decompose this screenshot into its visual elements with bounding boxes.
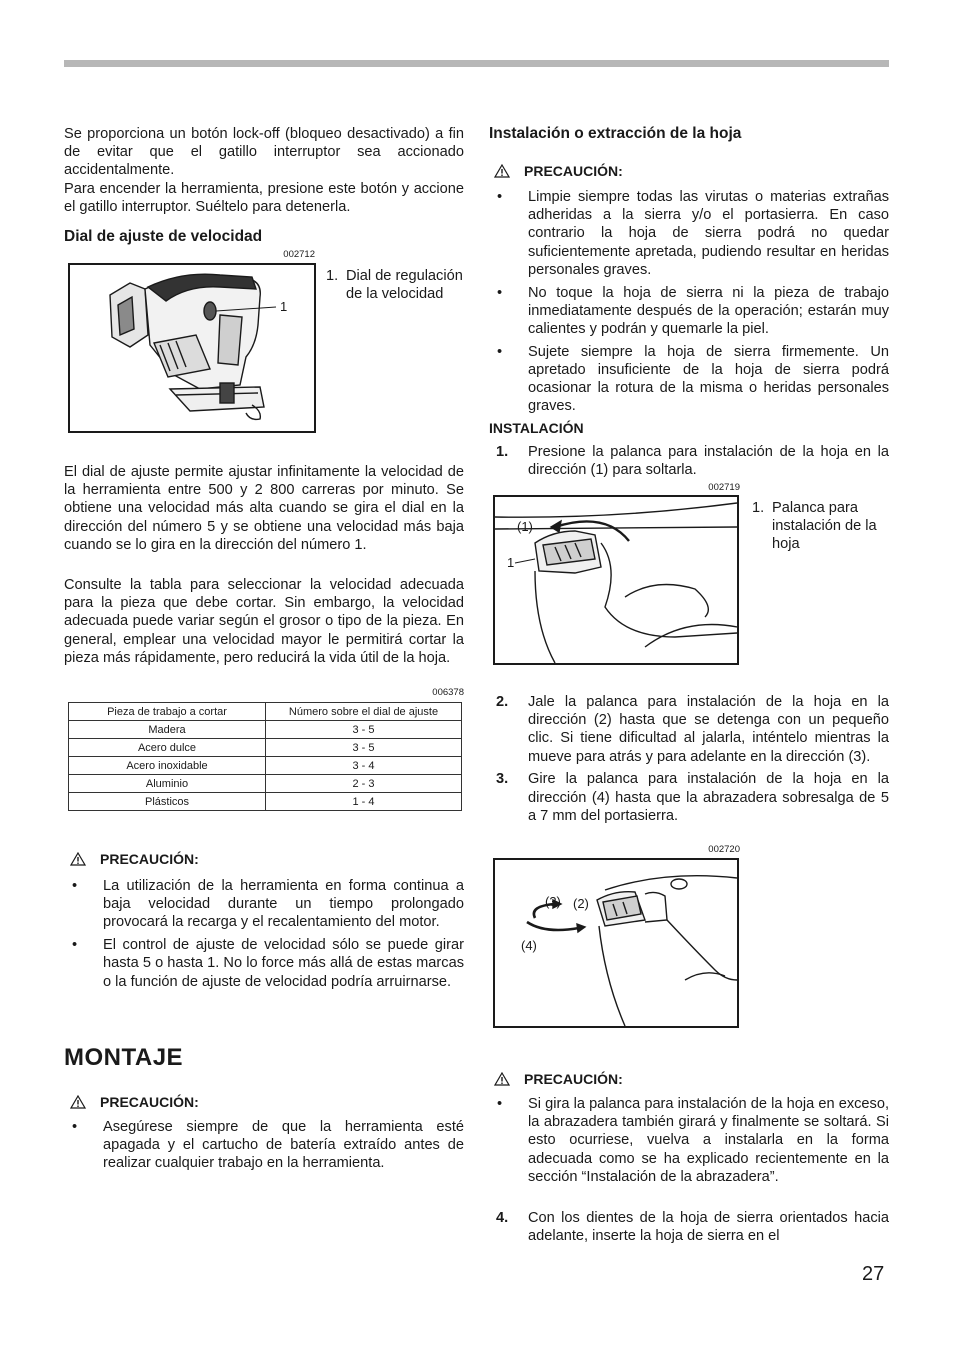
caption-number: 1. xyxy=(752,500,765,516)
lever-illustration-2 xyxy=(495,860,737,1026)
step-number: 2. xyxy=(496,694,509,710)
warning-triangle-icon xyxy=(494,1072,510,1086)
table-cell: 2 - 3 xyxy=(266,775,462,793)
table-cell: Madera xyxy=(69,721,266,739)
list-item: • Limpie siempre todas las virutas o materias extrañas adheridas a la sierra y/o el portasierra. En caso contrario la hoja de sierra podrá no quedar suficientemente apretada, pudiendo resultar en heridas personales graves. xyxy=(489,188,889,279)
figure-code: 002719 xyxy=(708,482,740,493)
table-row xyxy=(69,775,462,793)
jigsaw-illustration xyxy=(70,265,314,431)
caution-label: PRECAUCIÓN: xyxy=(100,1094,199,1110)
caption-text: Dial de regulación de la velocidad xyxy=(346,268,463,303)
blade-heading: Instalación o extracción de la hoja xyxy=(489,125,742,142)
step-list-3 xyxy=(489,1209,889,1245)
speed-paragraph-1: El dial de ajuste permite ajustar infinitamente la velocidad de la herramienta entre 500 y 2 800 carreras por minuto. Se obtiene una velocidad más alta cuando se gira el dial en la dirección del número 5 y se obtiene una velocidad más baja cuando se lo gira en la dirección del número 1. xyxy=(64,464,464,553)
step-text: Con los dientes de la hoja de sierra orientados hacia adelante, inserte la hoja de sierra en el xyxy=(528,1210,889,1245)
speed-dial-caption xyxy=(326,267,466,327)
list-item xyxy=(489,693,889,766)
table-code: 006378 xyxy=(432,687,464,698)
table-cell: Acero dulce xyxy=(69,739,266,757)
speed-paragraph-2: Consulte la tabla para seleccionar la velocidad adecuada para la pieza que debe cortar. Sin embargo, la velocidad adecuada puede variar según el grosor o tipo de la pieza. En general, emplear una velocidad mayor le permitirá cortar la pieza más rápidamente, pero reducirá la vida útil de la hoja. xyxy=(64,577,464,666)
blade-caution-list-2 xyxy=(489,1095,889,1191)
caption-number: 1. xyxy=(326,268,339,284)
direction-label-1: (1) xyxy=(517,519,533,534)
lever-caption xyxy=(752,499,892,559)
table-header: Número sobre el dial de ajuste xyxy=(266,703,462,721)
install-heading: INSTALACIÓN xyxy=(489,420,584,436)
direction-label-2: (2) xyxy=(573,896,589,911)
list-item xyxy=(489,1209,889,1245)
table-row xyxy=(69,757,462,775)
step-text: Jale la palanca para instalación de la hoja en la dirección (2) hasta que se detenga con un pequeño clic. Si tiene dificultad al jalarla, inténtelo mientras la mueve para atrás y para adelante en la dirección (3). xyxy=(528,694,889,765)
list-item: • No toque la hoja de sierra ni la pieza de trabajo inmediatamente después de la operación; estarán muy calientes y podrán y quemarle la piel. xyxy=(489,284,889,339)
header-rule xyxy=(64,60,889,67)
jigsaw-figure xyxy=(68,263,316,433)
step-text: Gire la palanca para instalación de la hoja en la dirección (4) hasta que la abrazadera sobresalga de 5 a 7 mm del portasierra. xyxy=(528,771,889,824)
speed-caution-list xyxy=(64,877,464,995)
table-cell: Acero inoxidable xyxy=(69,757,266,775)
intro-paragraph-1: Se proporciona un botón lock-off (bloqueo desactivado) a fin de evitar que el gatillo interruptor sea accionado accidentalmente. xyxy=(64,126,464,179)
caution-label: PRECAUCIÓN: xyxy=(524,163,623,179)
list-item xyxy=(489,770,889,825)
table-cell: 1 - 4 xyxy=(266,793,462,811)
lever-illustration-1 xyxy=(495,497,737,663)
lever-figure-1 xyxy=(493,495,739,665)
caution-heading xyxy=(70,1094,199,1110)
warning-triangle-icon xyxy=(70,852,86,866)
caution-heading xyxy=(70,851,199,867)
speed-dial-heading: Dial de ajuste de velocidad xyxy=(64,228,263,245)
intro-paragraph-2: Para encender la herramienta, presione este botón y accione el gatillo interruptor. Suéltelo para detenerla. xyxy=(64,181,464,216)
caution-label: PRECAUCIÓN: xyxy=(100,851,199,867)
list-item: • Si gira la palanca para instalación de la hoja en exceso, la abrazadera también girará y finalmente se soltará. Si esto ocurriese, vuelva a instalarla en la forma adecuada como se ha explicado recientemente en la sección “Instalación de la abrazadera”. xyxy=(489,1095,889,1186)
step-list-1 xyxy=(489,443,889,479)
table-cell: 3 - 5 xyxy=(266,739,462,757)
direction-label-4: (4) xyxy=(521,938,537,953)
table-header: Pieza de trabajo a cortar xyxy=(69,703,266,721)
step-number: 3. xyxy=(496,771,509,788)
caution-label: PRECAUCIÓN: xyxy=(524,1071,623,1087)
blade-caution-list xyxy=(489,188,889,420)
caution-heading xyxy=(494,163,623,179)
list-item: • Sujete siempre la hoja de sierra firmemente. Un apretado insuficiente de la hoja de sierra podrá ocasionar la rotura de la misma o heridas personales graves. xyxy=(489,343,889,416)
figure-code: 002720 xyxy=(708,844,740,855)
table-row xyxy=(69,793,462,811)
table-cell: Aluminio xyxy=(69,775,266,793)
list-item: • Asegúrese siempre de que la herramienta esté apagada y el cartucho de batería extraído antes de realizar cualquier trabajo en la herramienta. xyxy=(64,1118,464,1173)
table-row xyxy=(69,721,462,739)
caption-text: Palanca para instalación de la hoja xyxy=(772,500,877,553)
list-item: • El control de ajuste de velocidad sólo se puede girar hasta 5 o hasta 1. No lo force más allá de estas marcas o la función de ajuste de velocidad podría arruirnarse. xyxy=(64,936,464,991)
montaje-heading: MONTAJE xyxy=(64,1044,184,1071)
callout-1: 1 xyxy=(280,299,288,314)
caution-heading xyxy=(494,1071,623,1087)
direction-label-3: (3) xyxy=(545,894,561,909)
figure-code: 002712 xyxy=(283,249,315,260)
step-number: 4. xyxy=(496,1210,509,1226)
table-cell: 3 - 5 xyxy=(266,721,462,739)
warning-triangle-icon xyxy=(494,164,510,178)
step-number: 1. xyxy=(496,444,509,460)
step-list-2 xyxy=(489,693,889,825)
table-cell: Plásticos xyxy=(69,793,266,811)
lever-figure-2 xyxy=(493,858,739,1028)
table-row xyxy=(69,739,462,757)
list-item: • La utilización de la herramienta en forma continua a baja velocidad durante un tiempo prolongado provocará la recarga y el recalentamiento del motor. xyxy=(64,877,464,932)
table-header-row xyxy=(69,703,462,721)
list-item xyxy=(489,443,889,479)
table-cell: 3 - 4 xyxy=(266,757,462,775)
page-number: 27 xyxy=(862,1263,885,1285)
warning-triangle-icon xyxy=(70,1095,86,1109)
step-text: Presione la palanca para instalación de la hoja en la dirección (1) para soltarla. xyxy=(528,444,889,479)
montaje-caution-list xyxy=(64,1118,464,1177)
speed-table xyxy=(68,702,462,811)
callout-1: 1 xyxy=(507,555,515,570)
